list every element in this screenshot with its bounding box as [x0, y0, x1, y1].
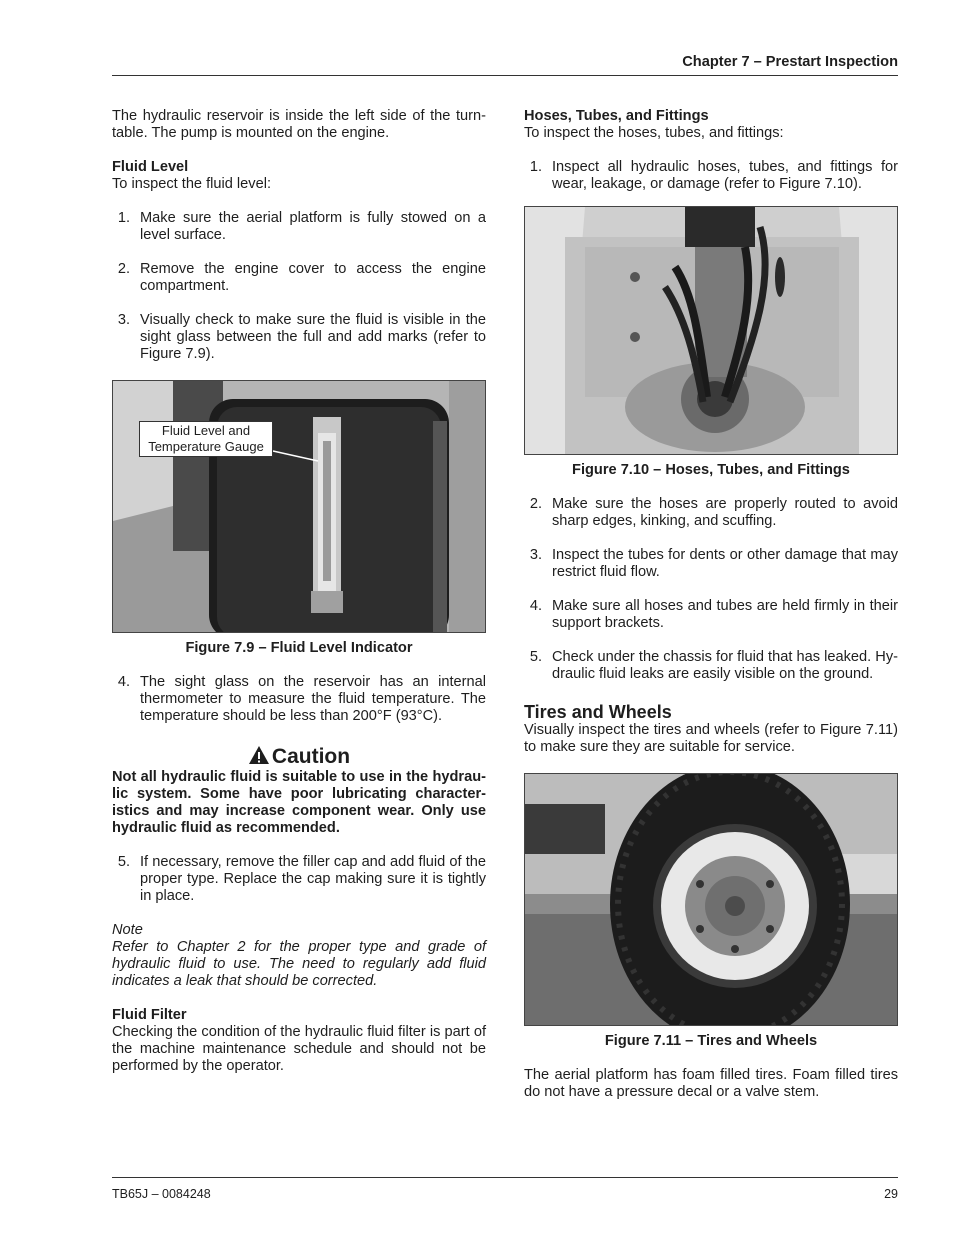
list-item [524, 547, 898, 581]
caution-text: Not all hydraulic fluid is suitable to use in the hydrau-lic system. Some have poor lubricating character-istics and may increase component wear. Only use hydraulic fluid as recommended. [112, 769, 486, 836]
fluid-level-step-5 [112, 854, 486, 905]
tires-lead: Visually inspect the tires and wheels (refer to Figure 7.11) to make sure they are suitable for service. [524, 722, 898, 755]
hoses-lead: To inspect the hoses, tubes, and fittings: [524, 125, 784, 141]
step-text: Make sure all hoses and tubes are held firmly in their support brackets. [552, 598, 898, 631]
list-item [524, 159, 898, 193]
list-item [112, 854, 486, 905]
intro-paragraph: The hydraulic reservoir is inside the left side of the turn-table. The pump is mounted on the engine. [112, 108, 486, 141]
hoses-heading: Hoses, Tubes, and Fittings [524, 108, 709, 124]
step-text: The sight glass on the reservoir has an internal thermometer to measure the fluid temperature. The temperature should be less than 200°F (93°C). [140, 674, 486, 724]
left-column [112, 108, 486, 1075]
chapter-header: Chapter 7 – Prestart Inspection [682, 54, 898, 70]
figure-callout-label: Fluid Level and Temperature Gauge [139, 421, 273, 457]
warning-triangle-icon [248, 745, 270, 765]
step-number: 4. [529, 598, 542, 614]
figure-7-11-caption: Figure 7.11 – Tires and Wheels [604, 1033, 818, 1049]
figure-7-9-caption: Figure 7.9 – Fluid Level Indicator [185, 640, 413, 656]
fluid-level-step-4 [112, 674, 486, 725]
figure-tires-photo [524, 773, 898, 1026]
caution-heading [112, 745, 486, 769]
figure-7-10-caption: Figure 7.10 – Hoses, Tubes, and Fittings [572, 462, 850, 478]
step-number: 3. [529, 547, 542, 563]
step-number: 3. [117, 312, 130, 328]
step-number: 1. [529, 159, 542, 175]
hoses-step-1 [524, 159, 898, 193]
step-text: Visually check to make sure the fluid is visible in the sight glass between the full and add marks (refer to Figure 7.9). [140, 312, 486, 362]
header-rule [112, 75, 898, 76]
step-text: Remove the engine cover to access the engine compartment. [140, 261, 486, 294]
step-number: 2. [117, 261, 130, 277]
tires-heading: Tires and Wheels [524, 702, 672, 722]
fluid-filter-heading: Fluid Filter [112, 1007, 187, 1023]
step-text: Make sure the aerial platform is fully stowed on a level surface. [140, 210, 486, 243]
step-text: Inspect all hydraulic hoses, tubes, and fittings for wear, leakage, or damage (refer to Figure 7.10). [552, 159, 898, 192]
list-item [524, 598, 898, 632]
list-item [112, 261, 486, 295]
step-number: 5. [117, 854, 130, 870]
figure-hoses-photo [524, 206, 898, 455]
fluid-level-heading: Fluid Level [112, 159, 189, 175]
step-text: Inspect the tubes for dents or other damage that may restrict fluid flow. [552, 547, 898, 580]
note-label: Note [112, 922, 143, 938]
step-text: Check under the chassis for fluid that has leaked. Hy-draulic fluid leaks are easily visible on the ground. [552, 649, 898, 682]
footer-rule [112, 1177, 898, 1178]
fluid-level-photo [113, 381, 486, 633]
step-number: 2. [529, 496, 542, 512]
tire-photo [525, 774, 898, 1026]
caution-label: Caution [271, 745, 351, 768]
fluid-level-steps [112, 210, 486, 363]
hoses-photo [525, 207, 898, 455]
step-text: Make sure the hoses are properly routed to avoid sharp edges, kinking, and scuffing. [552, 496, 898, 529]
foam-tires-paragraph: The aerial platform has foam filled tires. Foam filled tires do not have a pressure decal or a valve stem. [524, 1067, 898, 1100]
fluid-level-lead: To inspect the fluid level: [112, 176, 271, 192]
step-number: 5. [529, 649, 542, 665]
step-text: If necessary, remove the filler cap and add fluid of the proper type. Replace the cap making sure it is tightly in place. [140, 854, 486, 904]
hoses-steps [524, 496, 898, 683]
note-text: Refer to Chapter 2 for the proper type and grade of hydraulic fluid to use. The need to regularly add fluid indicates a leak that should be corrected. [112, 939, 486, 989]
list-item [112, 312, 486, 363]
figure-fluid-level-photo [112, 380, 486, 633]
document-id: TB65J – 0084248 [112, 1187, 211, 1201]
list-item [524, 649, 898, 683]
list-item [524, 496, 898, 530]
step-number: 4. [117, 674, 130, 690]
right-column [524, 108, 898, 1101]
step-number: 1. [117, 210, 130, 226]
fluid-filter-text: Checking the condition of the hydraulic fluid filter is part of the machine maintenance schedule and should not be performed by the operator. [112, 1024, 486, 1074]
list-item [112, 210, 486, 244]
list-item [112, 674, 486, 725]
page-number: 29 [884, 1187, 898, 1201]
